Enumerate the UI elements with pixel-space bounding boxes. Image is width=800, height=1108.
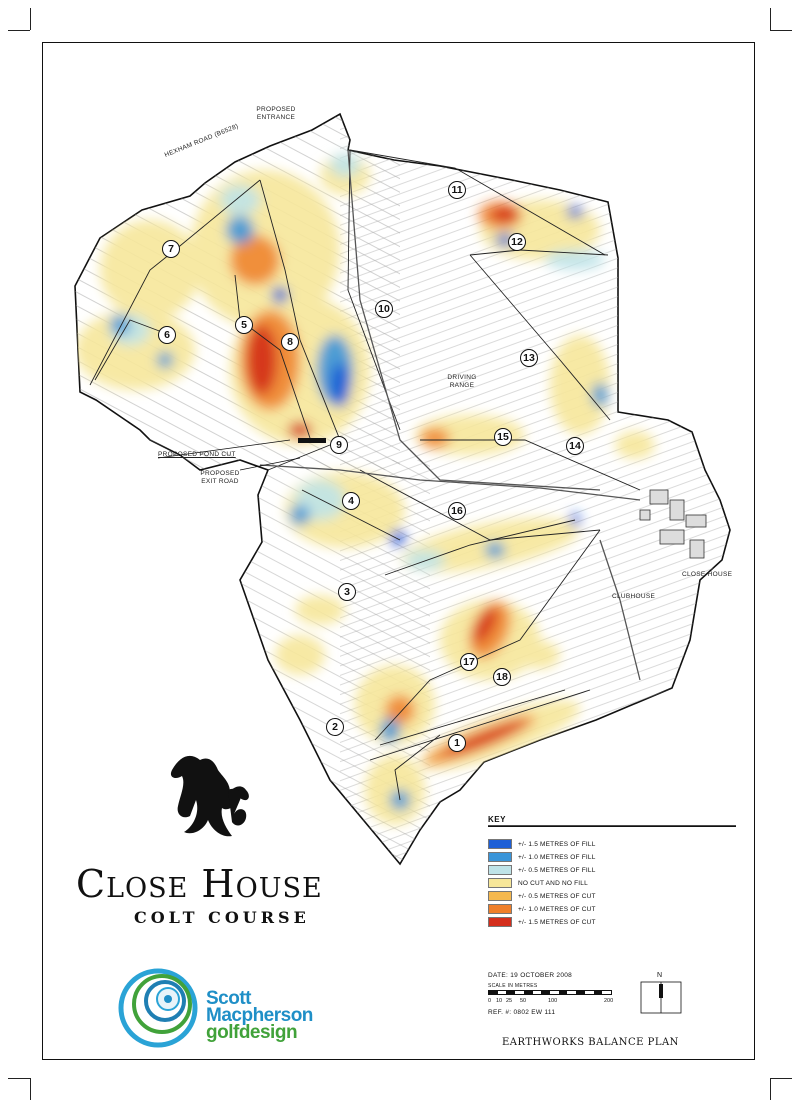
designer-line-3: golfdesign xyxy=(206,1022,298,1043)
key-swatch xyxy=(488,865,512,875)
proposed-entrance-label: PROPOSED ENTRANCE xyxy=(256,106,296,121)
hole-marker: 17 xyxy=(460,653,478,671)
scale-tick: 25 xyxy=(506,998,513,1004)
hole-marker: 3 xyxy=(338,583,356,601)
scale-tick: 0 xyxy=(488,998,492,1004)
hole-marker: 15 xyxy=(494,428,512,446)
key-swatch xyxy=(488,891,512,901)
north-arrow-icon xyxy=(640,974,682,1014)
clubhouse-label: CLUBHOUSE xyxy=(612,593,656,600)
hole-marker: 13 xyxy=(520,349,538,367)
hole-marker: 2 xyxy=(326,718,344,736)
designer-logo-icon xyxy=(121,971,195,1045)
reference-label: REF. #: 0802 EW 111 xyxy=(488,1009,556,1016)
horse-logo-icon xyxy=(171,756,249,836)
hole-marker: 16 xyxy=(448,502,466,520)
key-rows xyxy=(488,838,736,928)
key-row xyxy=(488,903,736,915)
close-house-label: CLOSE HOUSE xyxy=(682,571,733,578)
key-swatch xyxy=(488,917,512,927)
key-row xyxy=(488,851,736,863)
designer-line-1: Scott xyxy=(206,988,251,1009)
key-row xyxy=(488,916,736,928)
scale-label: SCALE IN METRES xyxy=(488,983,538,989)
hole-marker: 12 xyxy=(508,233,526,251)
key-label: +/- 1.0 METRES OF FILL xyxy=(518,853,596,861)
map-key xyxy=(488,815,736,928)
hole-marker: 11 xyxy=(448,181,466,199)
key-swatch xyxy=(488,852,512,862)
scale-tick: 200 xyxy=(604,998,614,1004)
course-title: Close House xyxy=(76,862,323,906)
hole-marker: 1 xyxy=(448,734,466,752)
hexham-road-label: HEXHAM ROAD (B6528) xyxy=(163,122,240,159)
plan-title: EARTHWORKS BALANCE PLAN xyxy=(502,1037,679,1048)
key-title: KEY xyxy=(488,815,736,827)
designer-logo-text xyxy=(206,990,313,1041)
scale-tick: 10 xyxy=(496,998,503,1004)
key-label: +/- 1.5 METRES OF CUT xyxy=(518,918,596,926)
driving-range-label: DRIVING RANGE xyxy=(447,374,477,389)
hole-marker: 7 xyxy=(162,240,180,258)
scale-bar xyxy=(488,990,612,995)
hole-marker: 18 xyxy=(493,668,511,686)
key-row xyxy=(488,890,736,902)
scale-tick: 100 xyxy=(548,998,558,1004)
key-row xyxy=(488,864,736,876)
key-swatch xyxy=(488,878,512,888)
hole-marker: 8 xyxy=(281,333,299,351)
key-label: +/- 0.5 METRES OF CUT xyxy=(518,892,596,900)
north-label: N xyxy=(657,972,663,979)
key-label: NO CUT AND NO FILL xyxy=(518,879,588,887)
scale-tick: 50 xyxy=(520,998,527,1004)
hole-marker: 4 xyxy=(342,492,360,510)
hole-marker: 6 xyxy=(158,326,176,344)
key-row xyxy=(488,838,736,850)
key-swatch xyxy=(488,904,512,914)
proposed-exit-road-label: PROPOSED EXIT ROAD xyxy=(200,470,240,485)
key-swatch xyxy=(488,839,512,849)
course-subtitle: COLT COURSE xyxy=(134,908,310,927)
designer-line-2: Macpherson xyxy=(206,1005,313,1026)
hole-marker: 5 xyxy=(235,316,253,334)
key-label: +/- 0.5 METRES OF FILL xyxy=(518,866,596,874)
date-label: DATE: 19 OCTOBER 2008 xyxy=(488,972,573,979)
key-row xyxy=(488,877,736,889)
hole-marker: 10 xyxy=(375,300,393,318)
key-label: +/- 1.0 METRES OF CUT xyxy=(518,905,596,913)
pond-cut-mark xyxy=(298,438,326,443)
hole-marker: 14 xyxy=(566,437,584,455)
proposed-pond-cut-label: PROPOSED POND CUT xyxy=(158,451,236,458)
hole-marker: 9 xyxy=(330,436,348,454)
key-label: +/- 1.5 METRES OF FILL xyxy=(518,840,596,848)
